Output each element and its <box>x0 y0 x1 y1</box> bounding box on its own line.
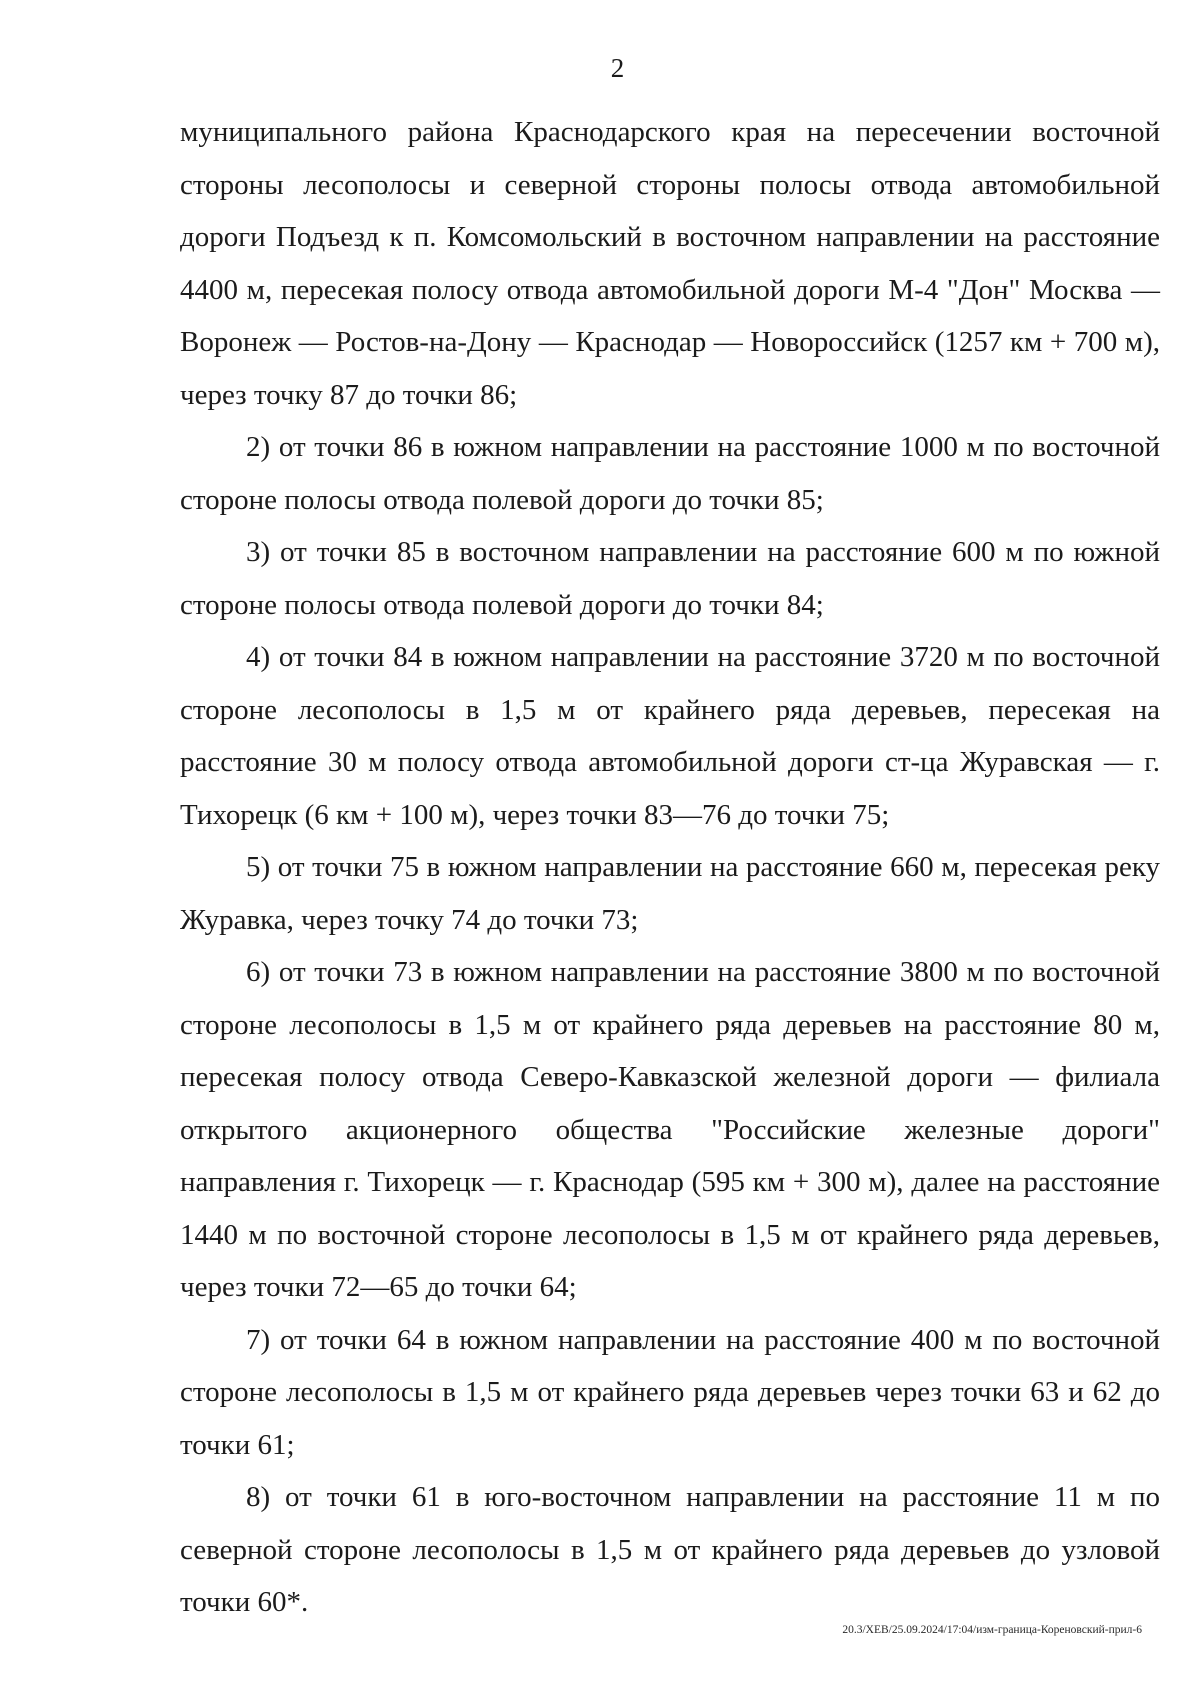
paragraph-item-3: 3) от точки 85 в восточном направлении на расстояние 600 м по южной стороне полосы отвода полевой дороги до точки 84; <box>180 536 1160 621</box>
paragraph-item-4: 4) от точки 84 в южном направлении на расстояние 3720 м по восточной стороне лесополосы в 1,5 м от крайнего ряда деревьев, пересекая на расстояние 30 м полосу отвода автомобильной дороги ст-ца Журавская — г. Тихорецк (6 км + 100 м), через точки 83—76 до точки 75; <box>180 641 1160 831</box>
paragraph-item-5: 5) от точки 75 в южном направлении на расстояние 660 м, пересекая реку Журавка, через точку 74 до точки 73; <box>180 851 1160 936</box>
paragraph-item-7: 7) от точки 64 в южном направлении на расстояние 400 м по восточной стороне лесополосы в 1,5 м от крайнего ряда деревьев через точки 63 и 62 до точки 61; <box>180 1323 1160 1461</box>
footer-document-code: 20.3/ХЕВ/25.09.2024/17:04/изм-граница-Кореновский-прил-6 <box>842 1624 1142 1636</box>
paragraph-item-8: 8) от точки 61 в юго-восточном направлении на расстояние 11 м по северной стороне лесополосы в 1,5 м от крайнего ряда деревьев до узловой точки 60*. <box>180 1481 1160 1618</box>
paragraph-continued: муниципального района Краснодарского края на пересечении восточной стороны лесополосы и северной стороны полосы отвода автомобильной дороги Подъезд к п. Комсомольский в восточном направлении на расстояние 4400 м, пересекая полосу отвода автомобильной дороги М-4 "Дон" Москва — Воронеж — Ростов-на-Дону — Краснодар — Новороссийск (1257 км + 700 м), через точку 87 до точки 86; <box>180 116 1160 411</box>
paragraph-item-6: 6) от точки 73 в южном направлении на расстояние 3800 м по восточной стороне лесополосы в 1,5 м от крайнего ряда деревьев на расстояние 80 м, пересекая полосу отвода Северо-Кавказской железной дороги — филиала открытого акционерного общества "Российские железные дороги" направления г. Тихорецк — г. Краснодар (595 км + 300 м), далее на расстояние 1440 м по восточной стороне лесополосы в 1,5 м от крайнего ряда деревьев, через точки 72—65 до точки 64; <box>180 956 1160 1303</box>
paragraph-item-2: 2) от точки 86 в южном направлении на расстояние 1000 м по восточной стороне полосы отвода полевой дороги до точки 85; <box>180 431 1160 516</box>
document-body <box>180 106 1160 1629</box>
page-number: 2 <box>610 53 625 83</box>
